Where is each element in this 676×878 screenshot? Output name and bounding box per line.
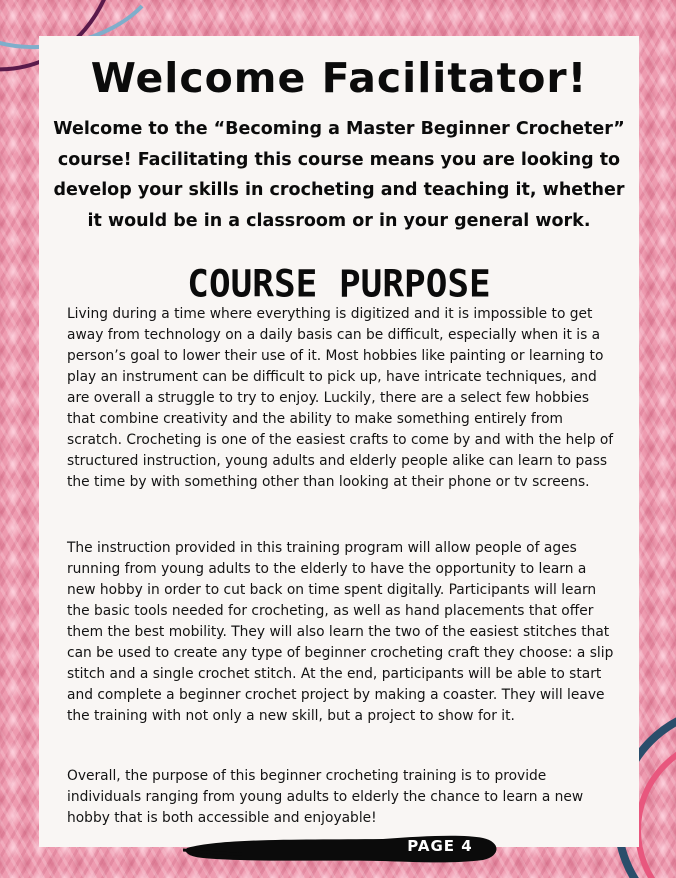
- page-number: PAGE 4: [407, 837, 473, 855]
- section-heading: COURSE PURPOSE: [187, 262, 491, 306]
- page-title: Welcome Facilitator!: [90, 54, 588, 102]
- intro-text: Welcome to the “Becoming a Master Beginner Crocheter” course! Facilitating this course means you are looking to develop your skills in crocheting and teaching it, whether it would be in a classroom or in your general work.: [53, 119, 625, 231]
- content-panel: [39, 36, 639, 847]
- paragraph-1: Living during a time where everything is digitized and it is impossible to get away from technology on a daily basis can be difficult, especially when it is a person’s goal to lower their use of it. Most hobbies like painting or learning to play an instrument can be difficult to pick up, have intricate techniques, and are overall a struggle to try to enjoy. Luckily, there are a select few hobbies that combine creativity and the ability to make something entirely from scratch. Crocheting is one of the easiest crafts to come by and with the help of structured instruction, young adults and elderly people alike can learn to pass the time by with something other than looking at their phone or tv screens.: [67, 306, 614, 490]
- paragraph-3: Overall, the purpose of this beginner crocheting training is to provide individuals ranging from young adults to elderly the chance to learn a new hobby that is both accessible and enjoyable!: [67, 768, 584, 826]
- paragraph-2: The instruction provided in this training program will allow people of ages running from young adults to the elderly to have the opportunity to learn a new hobby in order to cut back on time spent digitally. Participants will learn the basic tools needed for crocheting, as well as hand placements that offer them the best mobility. They will also learn the two of the easiest stitches that can be used to create any type of beginner crocheting craft they choose: a slip stitch and a single crochet stitch. At the end, participants will be able to start and complete a beginner crochet project by making a coaster. They will leave the training with not only a new skill, but a project to show for it.: [67, 540, 614, 724]
